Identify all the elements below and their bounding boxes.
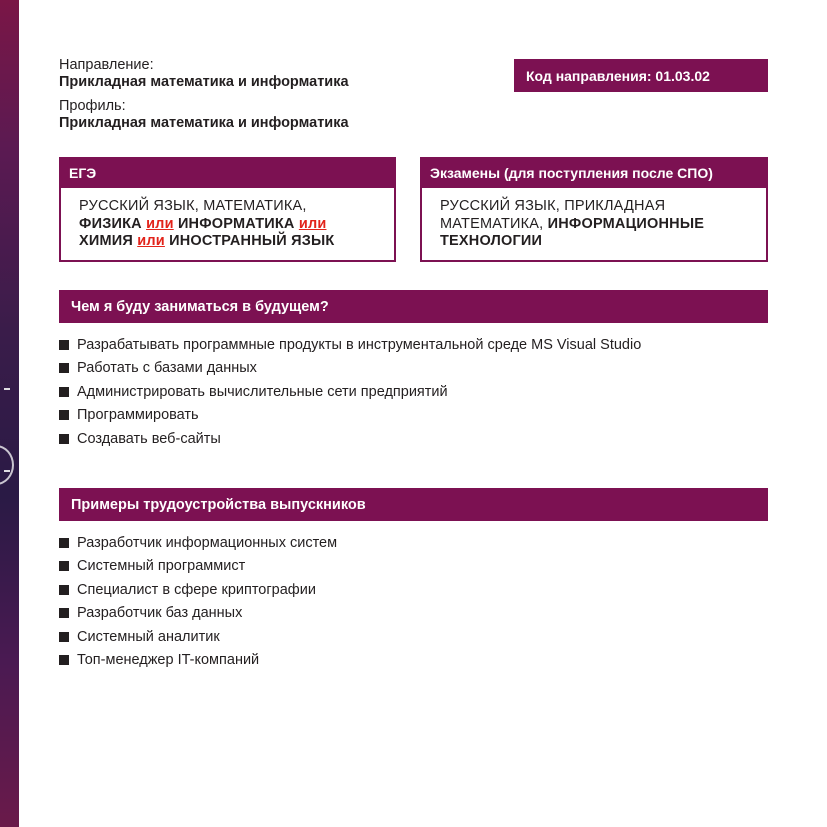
list-item [59,555,337,579]
list-item [59,602,337,626]
bullet-square-icon [59,655,69,665]
list-item-text: Администрировать вычислительные сети предприятий [77,383,448,400]
ege-title: ЕГЭ [59,157,396,188]
or-word: или [137,233,165,249]
spo-line-1: РУССКИЙ ЯЗЫК, ПРИКЛАДНАЯ [440,198,666,214]
bullet-square-icon [59,632,69,642]
spo-line-3 [440,233,766,251]
list-item-text: Разрабатывать программные продукты в инструментальной среде MS Visual Studio [77,336,642,353]
subject-foreign-language: ИНОСТРАННЫЙ ЯЗЫК [169,233,335,249]
future-section-title: Чем я буду заниматься в будущем? [59,290,768,323]
spo-box [420,157,768,262]
or-word: или [146,215,174,232]
spo-title: Экзамены (для поступления после СПО) [420,157,768,188]
list-item-text: Специалист в сфере криптографии [77,581,316,598]
ege-box [59,157,396,262]
list-item-text: Системный аналитик [77,628,220,645]
list-item-text: Разработчик информационных систем [77,534,338,551]
glow-ring-decoration [0,445,14,485]
bullet-square-icon [59,585,69,595]
list-item [59,404,641,428]
direction-value: Прикладная математика и информатика [59,74,349,90]
bullet-square-icon [59,561,69,571]
bullet-square-icon [59,363,69,373]
list-item [59,578,337,602]
future-list [59,333,641,451]
bullet-square-icon [59,340,69,350]
profile-value: Прикладная математика и информатика [59,115,349,131]
spark-decoration [4,388,10,390]
list-item-text: Системный программист [77,558,246,575]
decorative-side-strip [0,0,19,827]
ege-subjects [61,188,394,251]
jobs-section-title: Примеры трудоустройства выпускников [59,488,768,521]
bullet-square-icon [59,434,69,444]
direction-block [59,57,349,91]
list-item [59,380,641,404]
or-word: или [298,215,327,232]
ege-line-2 [79,216,394,234]
profile-label: Профиль: [59,98,126,114]
spark-decoration [4,470,10,472]
profile-block [59,98,349,132]
subject-physics: ФИЗИКА [79,215,142,232]
list-item [59,357,641,381]
list-item-text: Работать с базами данных [77,360,257,377]
direction-code-badge: Код направления: 01.03.02 [514,59,768,92]
bullet-square-icon [59,608,69,618]
subject-chemistry: ХИМИЯ [79,233,134,249]
ege-line-3 [79,233,394,251]
bullet-square-icon [59,387,69,397]
list-item [59,333,641,357]
bullet-square-icon [59,538,69,548]
spo-line-3-bold: ТЕХНОЛОГИИ [440,233,543,249]
spo-line-2-bold: ИНФОРМАЦИОННЫЕ [547,215,705,232]
spo-line-2-plain: МАТЕМАТИКА, [440,215,548,232]
spo-subjects [422,188,766,251]
list-item [59,531,337,555]
list-item [59,625,337,649]
direction-label: Направление: [59,57,154,73]
list-item-text: Программировать [77,407,199,424]
list-item-text: Топ-менеджер IT-компаний [77,652,260,669]
list-item-text: Разработчик баз данных [77,605,243,622]
list-item-text: Создавать веб-сайты [77,430,221,447]
bullet-square-icon [59,410,69,420]
list-item [59,427,641,451]
subject-informatics: ИНФОРМАТИКА [177,215,295,232]
list-item [59,649,337,673]
spo-line-2 [440,216,766,234]
jobs-list [59,531,337,672]
ege-line-1: РУССКИЙ ЯЗЫК, МАТЕМАТИКА, [79,198,307,214]
